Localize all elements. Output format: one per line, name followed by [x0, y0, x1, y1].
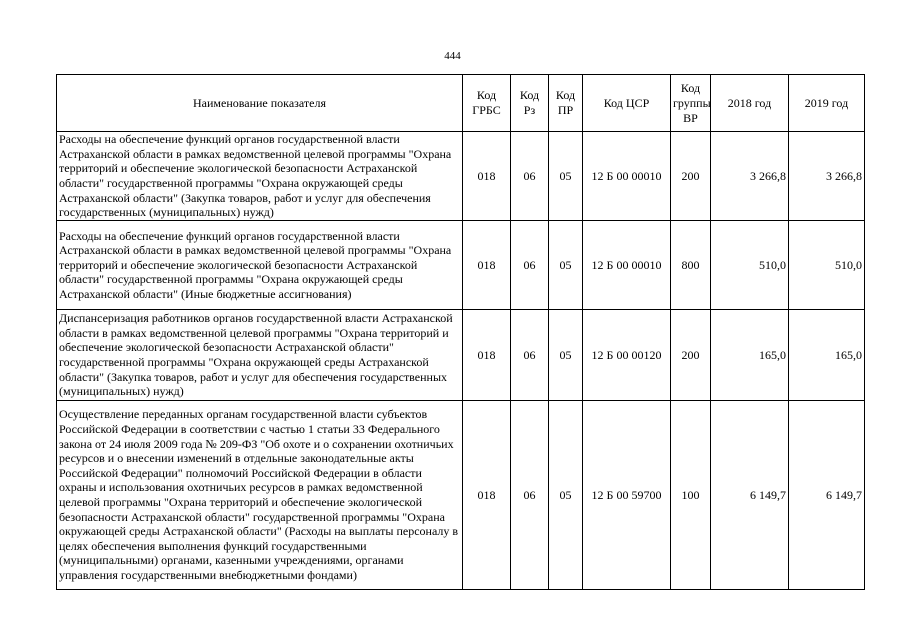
header-grbs: Код ГРБС [463, 75, 511, 132]
row-grbs: 018 [463, 401, 511, 590]
table-row [57, 401, 865, 590]
row-2018: 3 266,8 [711, 132, 789, 221]
row-pr: 05 [549, 132, 583, 221]
header-rz: Код Рз [511, 75, 549, 132]
row-name: Диспансеризация работников органов государственной власти Астраханской области в рамках ведомственной целевой программы "Охрана территорий и обеспечение экологической безопасности Астраханской области" государственной программы "Охрана окружающей среды Астраханской области" (Закупка товаров, работ и услуг для обеспечения государственных (муниципальных) нужд) [57, 310, 463, 401]
row-vr: 200 [671, 132, 711, 221]
table-row [57, 132, 865, 221]
row-2018: 510,0 [711, 221, 789, 310]
row-2018: 165,0 [711, 310, 789, 401]
row-vr: 200 [671, 310, 711, 401]
header-2019: 2019 год [789, 75, 865, 132]
header-name: Наименование показателя [57, 75, 463, 132]
row-name: Расходы на обеспечение функций органов государственной власти Астраханской области в рамках ведомственной целевой программы "Охрана территорий и обеспечение экологической безопасности Астраханской области" государственной программы "Охрана окружающей среды Астраханской области" (Иные бюджетные ассигнования) [57, 221, 463, 310]
row-rz: 06 [511, 132, 549, 221]
row-2018: 6 149,7 [711, 401, 789, 590]
row-csr: 12 Б 00 00010 [583, 221, 671, 310]
row-grbs: 018 [463, 310, 511, 401]
row-2019: 3 266,8 [789, 132, 865, 221]
row-pr: 05 [549, 401, 583, 590]
row-name: Осуществление переданных органам государственной власти субъектов Российской Федерации в соответствии с частью 1 статьи 33 Федерального закона от 24 июля 2009 года № 209-ФЗ "Об охоте и о сохранении охотничьих ресурсов и о внесении изменений в отдельные законодательные акты Российской Федерации" полномочий Российской Федерации в области охраны и использования охотничьих ресурсов в рамках ведомственной целевой программы "Охрана территорий и обеспечение экологической безопасности Астраханской области" государственной программы "Охрана окружающей среды Астраханской области" (Расходы на выплаты персоналу в целях обеспечения выполнения функций государственными (муниципальными) органами, казенными учреждениями, органами управления государственными внебюджетными фондами) [57, 401, 463, 590]
header-vr: Код группы ВР [671, 75, 711, 132]
row-csr: 12 Б 00 00120 [583, 310, 671, 401]
header-2018: 2018 год [711, 75, 789, 132]
row-2019: 165,0 [789, 310, 865, 401]
row-rz: 06 [511, 221, 549, 310]
row-2019: 6 149,7 [789, 401, 865, 590]
row-csr: 12 Б 00 00010 [583, 132, 671, 221]
table-header-row [57, 75, 865, 132]
row-grbs: 018 [463, 132, 511, 221]
header-csr: Код ЦСР [583, 75, 671, 132]
table-row [57, 310, 865, 401]
row-vr: 100 [671, 401, 711, 590]
row-pr: 05 [549, 310, 583, 401]
row-csr: 12 Б 00 59700 [583, 401, 671, 590]
row-grbs: 018 [463, 221, 511, 310]
row-2019: 510,0 [789, 221, 865, 310]
page-number: 444 [444, 50, 461, 62]
row-pr: 05 [549, 221, 583, 310]
table-row [57, 221, 865, 310]
row-rz: 06 [511, 401, 549, 590]
row-rz: 06 [511, 310, 549, 401]
budget-table [56, 74, 865, 590]
header-pr: Код ПР [549, 75, 583, 132]
row-vr: 800 [671, 221, 711, 310]
row-name: Расходы на обеспечение функций органов государственной власти Астраханской области в рамках ведомственной целевой программы "Охрана территорий и обеспечение экологической безопасности Астраханской области" государственной программы "Охрана окружающей среды Астраханской области" (Закупка товаров, работ и услуг для обеспечения государственных (муниципальных) нужд) [57, 132, 463, 221]
